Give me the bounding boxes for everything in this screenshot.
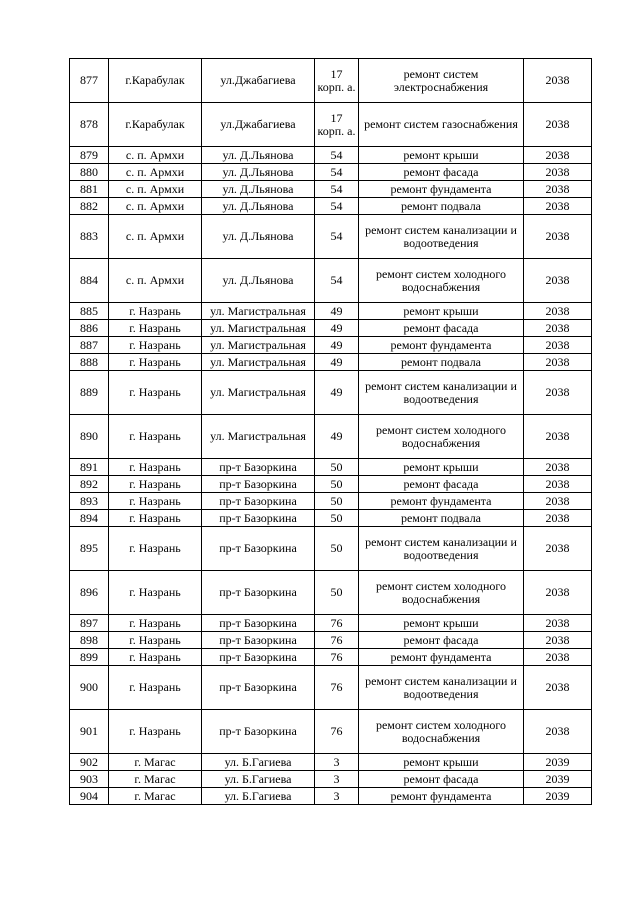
year-cell: 2038 bbox=[524, 215, 592, 259]
street-cell: ул. Д.Льянова bbox=[202, 259, 315, 303]
table-row bbox=[70, 754, 592, 771]
settlement-cell: г. Назрань bbox=[109, 527, 202, 571]
table-body bbox=[70, 59, 592, 805]
year-cell: 2039 bbox=[524, 788, 592, 805]
row-number-cell: 884 bbox=[70, 259, 109, 303]
row-number-cell: 878 bbox=[70, 103, 109, 147]
house-cell: 17 корп. а. bbox=[315, 103, 359, 147]
year-cell: 2038 bbox=[524, 510, 592, 527]
house-cell: 76 bbox=[315, 615, 359, 632]
year-cell: 2038 bbox=[524, 371, 592, 415]
house-cell: 50 bbox=[315, 476, 359, 493]
settlement-cell: г. Назрань bbox=[109, 476, 202, 493]
house-cell: 76 bbox=[315, 710, 359, 754]
settlement-cell: с. п. Армхи bbox=[109, 259, 202, 303]
work-type-cell: ремонт фасада bbox=[359, 164, 524, 181]
work-type-cell: ремонт подвала bbox=[359, 198, 524, 215]
settlement-cell: г. Назрань bbox=[109, 571, 202, 615]
settlement-cell: г. Назрань bbox=[109, 649, 202, 666]
settlement-cell: г. Назрань bbox=[109, 666, 202, 710]
house-cell: 50 bbox=[315, 493, 359, 510]
row-number-cell: 885 bbox=[70, 303, 109, 320]
row-number-cell: 877 bbox=[70, 59, 109, 103]
house-cell: 49 bbox=[315, 337, 359, 354]
street-cell: пр-т Базоркина bbox=[202, 527, 315, 571]
work-type-cell: ремонт крыши bbox=[359, 615, 524, 632]
table-row bbox=[70, 147, 592, 164]
house-cell: 50 bbox=[315, 571, 359, 615]
year-cell: 2038 bbox=[524, 320, 592, 337]
row-number-cell: 882 bbox=[70, 198, 109, 215]
row-number-cell: 896 bbox=[70, 571, 109, 615]
house-cell: 50 bbox=[315, 527, 359, 571]
work-type-cell: ремонт систем канализации и водоотведения bbox=[359, 371, 524, 415]
settlement-cell: г. Назрань bbox=[109, 415, 202, 459]
table-row bbox=[70, 181, 592, 198]
house-cell: 76 bbox=[315, 649, 359, 666]
work-type-cell: ремонт фасада bbox=[359, 771, 524, 788]
work-type-cell: ремонт подвала bbox=[359, 510, 524, 527]
settlement-cell: г.Карабулак bbox=[109, 103, 202, 147]
year-cell: 2038 bbox=[524, 615, 592, 632]
table-row bbox=[70, 788, 592, 805]
work-type-cell: ремонт фундамента bbox=[359, 181, 524, 198]
work-type-cell: ремонт фасада bbox=[359, 476, 524, 493]
year-cell: 2038 bbox=[524, 415, 592, 459]
street-cell: пр-т Базоркина bbox=[202, 710, 315, 754]
work-type-cell: ремонт фундамента bbox=[359, 493, 524, 510]
table-row bbox=[70, 215, 592, 259]
settlement-cell: г. Назрань bbox=[109, 337, 202, 354]
table-row bbox=[70, 571, 592, 615]
street-cell: ул. Б.Гагиева bbox=[202, 788, 315, 805]
house-cell: 49 bbox=[315, 354, 359, 371]
year-cell: 2038 bbox=[524, 164, 592, 181]
table-row bbox=[70, 103, 592, 147]
table-row bbox=[70, 615, 592, 632]
year-cell: 2038 bbox=[524, 571, 592, 615]
house-cell: 54 bbox=[315, 259, 359, 303]
house-cell: 3 bbox=[315, 754, 359, 771]
work-type-cell: ремонт крыши bbox=[359, 754, 524, 771]
table-row bbox=[70, 354, 592, 371]
table-row bbox=[70, 710, 592, 754]
year-cell: 2038 bbox=[524, 666, 592, 710]
house-cell: 76 bbox=[315, 632, 359, 649]
table-row bbox=[70, 476, 592, 493]
year-cell: 2039 bbox=[524, 754, 592, 771]
year-cell: 2038 bbox=[524, 259, 592, 303]
year-cell: 2038 bbox=[524, 198, 592, 215]
work-type-cell: ремонт систем холодного водоснабжения bbox=[359, 571, 524, 615]
house-cell: 49 bbox=[315, 320, 359, 337]
street-cell: пр-т Базоркина bbox=[202, 571, 315, 615]
year-cell: 2038 bbox=[524, 181, 592, 198]
table-row bbox=[70, 59, 592, 103]
street-cell: пр-т Базоркина bbox=[202, 615, 315, 632]
house-cell: 49 bbox=[315, 415, 359, 459]
street-cell: пр-т Базоркина bbox=[202, 493, 315, 510]
work-type-cell: ремонт систем газоснабжения bbox=[359, 103, 524, 147]
year-cell: 2038 bbox=[524, 59, 592, 103]
settlement-cell: г. Назрань bbox=[109, 303, 202, 320]
work-type-cell: ремонт крыши bbox=[359, 303, 524, 320]
work-type-cell: ремонт фасада bbox=[359, 632, 524, 649]
row-number-cell: 903 bbox=[70, 771, 109, 788]
table-row bbox=[70, 320, 592, 337]
row-number-cell: 902 bbox=[70, 754, 109, 771]
settlement-cell: г. Назрань bbox=[109, 710, 202, 754]
house-cell: 17 корп. а. bbox=[315, 59, 359, 103]
row-number-cell: 893 bbox=[70, 493, 109, 510]
settlement-cell: с. п. Армхи bbox=[109, 164, 202, 181]
work-type-cell: ремонт систем электроснабжения bbox=[359, 59, 524, 103]
work-type-cell: ремонт крыши bbox=[359, 147, 524, 164]
settlement-cell: г.Карабулак bbox=[109, 59, 202, 103]
year-cell: 2038 bbox=[524, 459, 592, 476]
street-cell: ул. Д.Льянова bbox=[202, 198, 315, 215]
row-number-cell: 890 bbox=[70, 415, 109, 459]
table-row bbox=[70, 527, 592, 571]
street-cell: ул. Д.Льянова bbox=[202, 164, 315, 181]
house-cell: 54 bbox=[315, 147, 359, 164]
street-cell: пр-т Базоркина bbox=[202, 632, 315, 649]
year-cell: 2038 bbox=[524, 103, 592, 147]
house-cell: 54 bbox=[315, 198, 359, 215]
row-number-cell: 881 bbox=[70, 181, 109, 198]
year-cell: 2038 bbox=[524, 476, 592, 493]
row-number-cell: 892 bbox=[70, 476, 109, 493]
settlement-cell: г. Назрань bbox=[109, 320, 202, 337]
street-cell: ул. Магистральная bbox=[202, 354, 315, 371]
house-cell: 3 bbox=[315, 788, 359, 805]
table-row bbox=[70, 371, 592, 415]
row-number-cell: 886 bbox=[70, 320, 109, 337]
work-type-cell: ремонт подвала bbox=[359, 354, 524, 371]
row-number-cell: 887 bbox=[70, 337, 109, 354]
settlement-cell: г. Назрань bbox=[109, 615, 202, 632]
table-row bbox=[70, 459, 592, 476]
street-cell: ул.Джабагиева bbox=[202, 103, 315, 147]
street-cell: ул. Д.Льянова bbox=[202, 215, 315, 259]
work-type-cell: ремонт систем канализации и водоотведения bbox=[359, 215, 524, 259]
street-cell: ул. Д.Льянова bbox=[202, 147, 315, 164]
street-cell: пр-т Базоркина bbox=[202, 649, 315, 666]
table-row bbox=[70, 415, 592, 459]
house-cell: 54 bbox=[315, 164, 359, 181]
row-number-cell: 901 bbox=[70, 710, 109, 754]
year-cell: 2038 bbox=[524, 337, 592, 354]
house-cell: 76 bbox=[315, 666, 359, 710]
repair-schedule-table bbox=[69, 58, 592, 805]
house-cell: 50 bbox=[315, 459, 359, 476]
table-row bbox=[70, 666, 592, 710]
year-cell: 2038 bbox=[524, 632, 592, 649]
row-number-cell: 899 bbox=[70, 649, 109, 666]
row-number-cell: 880 bbox=[70, 164, 109, 181]
row-number-cell: 891 bbox=[70, 459, 109, 476]
house-cell: 54 bbox=[315, 215, 359, 259]
work-type-cell: ремонт систем канализации и водоотведения bbox=[359, 666, 524, 710]
table-row bbox=[70, 493, 592, 510]
year-cell: 2038 bbox=[524, 147, 592, 164]
row-number-cell: 895 bbox=[70, 527, 109, 571]
street-cell: ул. Магистральная bbox=[202, 371, 315, 415]
row-number-cell: 894 bbox=[70, 510, 109, 527]
work-type-cell: ремонт фундамента bbox=[359, 337, 524, 354]
table-row bbox=[70, 259, 592, 303]
table-row bbox=[70, 198, 592, 215]
row-number-cell: 883 bbox=[70, 215, 109, 259]
house-cell: 50 bbox=[315, 510, 359, 527]
street-cell: пр-т Базоркина bbox=[202, 510, 315, 527]
work-type-cell: ремонт крыши bbox=[359, 459, 524, 476]
work-type-cell: ремонт систем канализации и водоотведения bbox=[359, 527, 524, 571]
work-type-cell: ремонт систем холодного водоснабжения bbox=[359, 710, 524, 754]
street-cell: ул. Б.Гагиева bbox=[202, 771, 315, 788]
settlement-cell: с. п. Армхи bbox=[109, 215, 202, 259]
street-cell: ул. Б.Гагиева bbox=[202, 754, 315, 771]
year-cell: 2038 bbox=[524, 493, 592, 510]
row-number-cell: 897 bbox=[70, 615, 109, 632]
row-number-cell: 879 bbox=[70, 147, 109, 164]
street-cell: пр-т Базоркина bbox=[202, 666, 315, 710]
street-cell: ул. Магистральная bbox=[202, 303, 315, 320]
settlement-cell: г. Назрань bbox=[109, 493, 202, 510]
table-row bbox=[70, 510, 592, 527]
street-cell: ул. Д.Льянова bbox=[202, 181, 315, 198]
year-cell: 2038 bbox=[524, 303, 592, 320]
year-cell: 2038 bbox=[524, 649, 592, 666]
row-number-cell: 888 bbox=[70, 354, 109, 371]
settlement-cell: г. Назрань bbox=[109, 371, 202, 415]
table-row bbox=[70, 632, 592, 649]
table-row bbox=[70, 771, 592, 788]
street-cell: ул. Магистральная bbox=[202, 415, 315, 459]
year-cell: 2038 bbox=[524, 710, 592, 754]
row-number-cell: 900 bbox=[70, 666, 109, 710]
street-cell: ул. Магистральная bbox=[202, 320, 315, 337]
row-number-cell: 889 bbox=[70, 371, 109, 415]
settlement-cell: г. Магас bbox=[109, 788, 202, 805]
street-cell: пр-т Базоркина bbox=[202, 476, 315, 493]
settlement-cell: с. п. Армхи bbox=[109, 198, 202, 215]
street-cell: ул.Джабагиева bbox=[202, 59, 315, 103]
settlement-cell: г. Назрань bbox=[109, 510, 202, 527]
table-row bbox=[70, 649, 592, 666]
row-number-cell: 904 bbox=[70, 788, 109, 805]
table-row bbox=[70, 337, 592, 354]
work-type-cell: ремонт фасада bbox=[359, 320, 524, 337]
work-type-cell: ремонт фундамента bbox=[359, 649, 524, 666]
settlement-cell: г. Магас bbox=[109, 771, 202, 788]
house-cell: 54 bbox=[315, 181, 359, 198]
work-type-cell: ремонт систем холодного водоснабжения bbox=[359, 415, 524, 459]
house-cell: 3 bbox=[315, 771, 359, 788]
settlement-cell: с. п. Армхи bbox=[109, 181, 202, 198]
street-cell: ул. Магистральная bbox=[202, 337, 315, 354]
settlement-cell: г. Назрань bbox=[109, 632, 202, 649]
table-row bbox=[70, 164, 592, 181]
settlement-cell: г. Назрань bbox=[109, 459, 202, 476]
settlement-cell: с. п. Армхи bbox=[109, 147, 202, 164]
settlement-cell: г. Магас bbox=[109, 754, 202, 771]
year-cell: 2038 bbox=[524, 354, 592, 371]
row-number-cell: 898 bbox=[70, 632, 109, 649]
street-cell: пр-т Базоркина bbox=[202, 459, 315, 476]
year-cell: 2039 bbox=[524, 771, 592, 788]
work-type-cell: ремонт фундамента bbox=[359, 788, 524, 805]
table-row bbox=[70, 303, 592, 320]
work-type-cell: ремонт систем холодного водоснабжения bbox=[359, 259, 524, 303]
settlement-cell: г. Назрань bbox=[109, 354, 202, 371]
house-cell: 49 bbox=[315, 371, 359, 415]
house-cell: 49 bbox=[315, 303, 359, 320]
year-cell: 2038 bbox=[524, 527, 592, 571]
